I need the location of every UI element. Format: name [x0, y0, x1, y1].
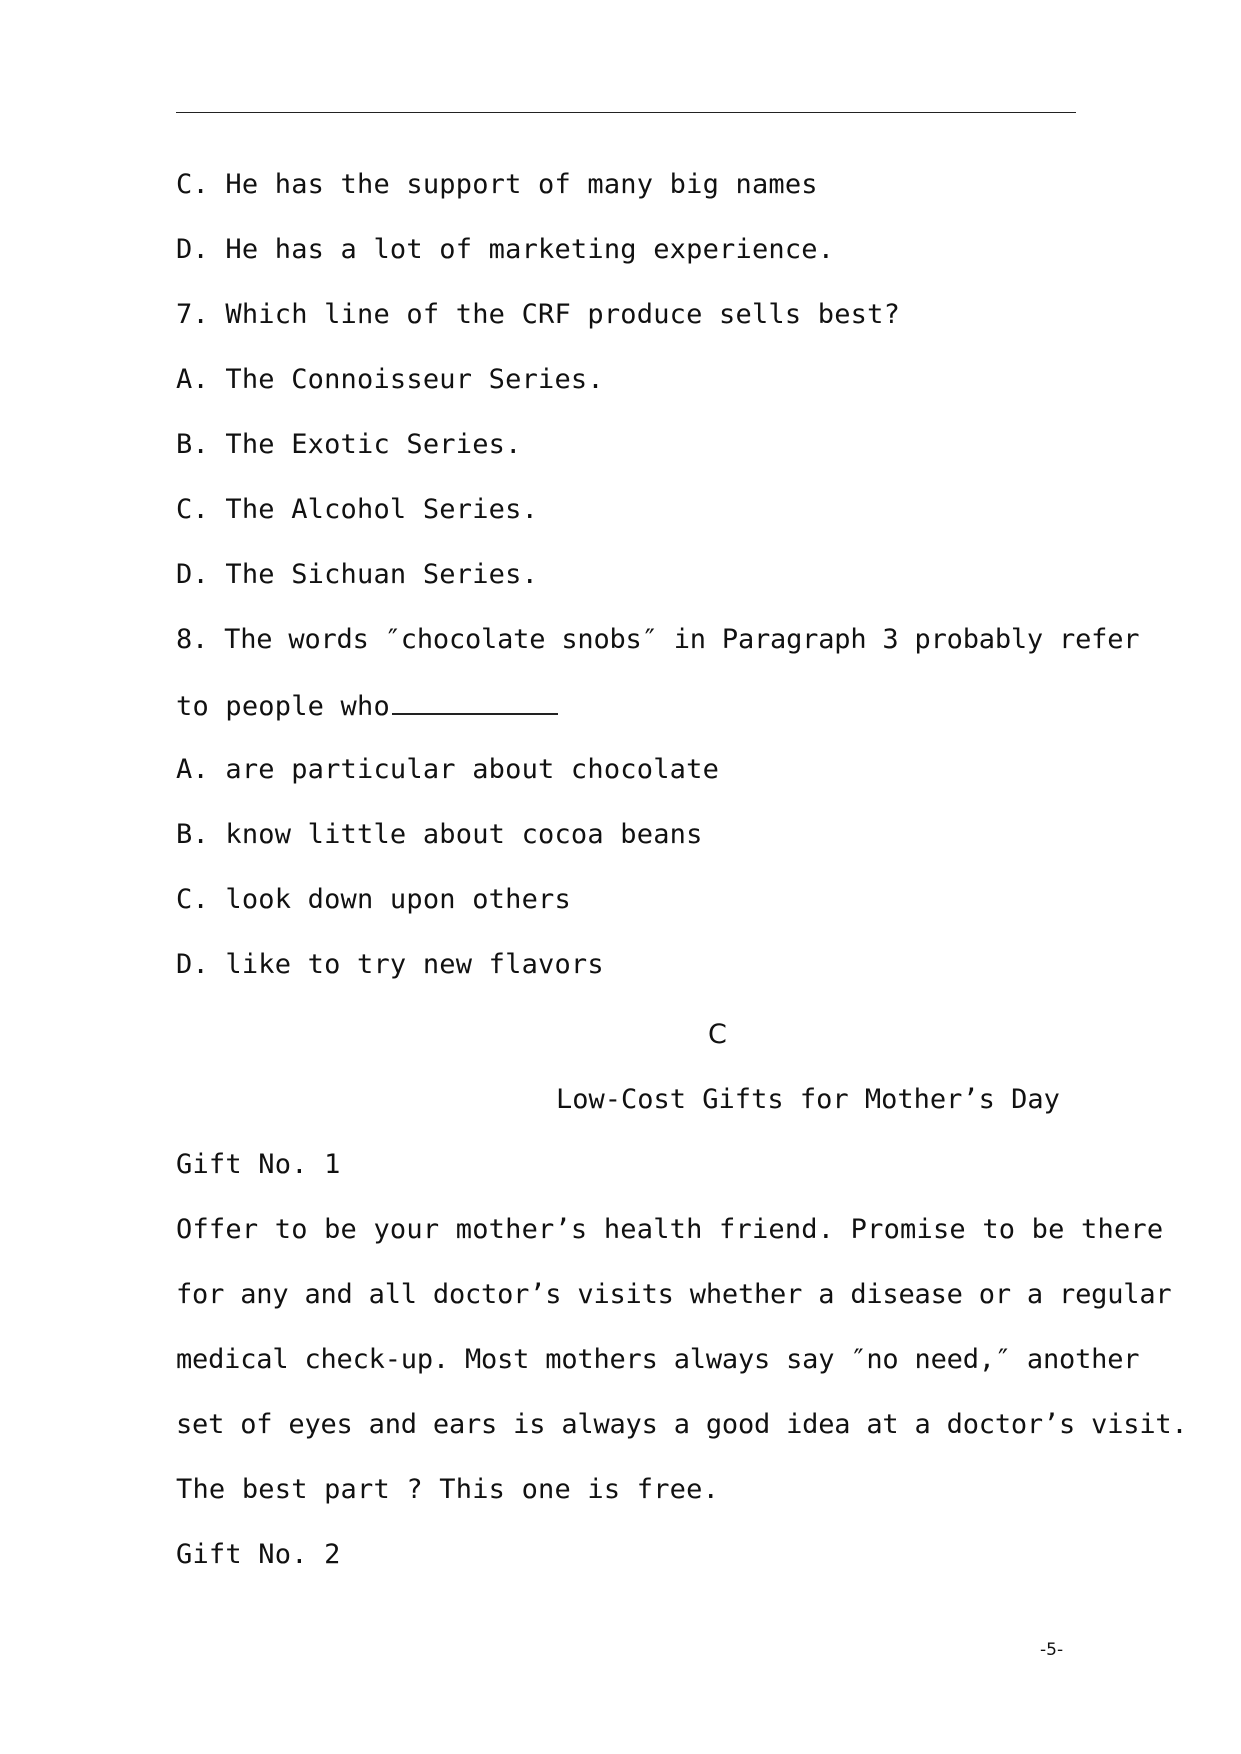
q6-option-d: D. He has a lot of marketing experience.	[176, 234, 835, 265]
q8-option-d: D. like to try new flavors	[176, 949, 604, 980]
gift1-paragraph-line: for any and all doctor’s visits whether a disease or a regular	[176, 1279, 1172, 1310]
gift1-paragraph-line: set of eyes and ears is always a good idea at a doctor’s visit.	[176, 1409, 1188, 1440]
page-number: -5-	[1040, 1640, 1064, 1660]
q8-option-a: A. are particular about chocolate	[176, 754, 720, 785]
q6-option-c: C. He has the support of many big names	[176, 169, 818, 200]
section-title: Low-Cost Gifts for Mother’s Day	[556, 1084, 1060, 1115]
gift1-paragraph-line: medical check-up. Most mothers always say ″no need,″ another	[176, 1344, 1140, 1375]
q8-stem-text: to people who	[176, 691, 390, 722]
gift1-heading: Gift No. 1	[176, 1149, 341, 1180]
gift1-paragraph-line: The best part ? This one is free.	[176, 1474, 720, 1505]
q7-option-c: C. The Alcohol Series.	[176, 494, 539, 525]
q8-option-c: C. look down upon others	[176, 884, 571, 915]
q7-option-b: B. The Exotic Series.	[176, 429, 522, 460]
q8-stem-line2	[176, 687, 558, 725]
q8-stem-line1: 8. The words ″chocolate snobs″ in Paragraph 3 probably refer	[176, 624, 1140, 655]
answer-blank	[392, 687, 558, 715]
gift2-heading: Gift No. 2	[176, 1539, 341, 1570]
header-rule	[176, 112, 1076, 113]
q7-stem: 7. Which line of the CRF produce sells best?	[176, 299, 901, 330]
section-letter: C	[708, 1019, 727, 1050]
q7-option-a: A. The Connoisseur Series.	[176, 364, 604, 395]
q7-option-d: D. The Sichuan Series.	[176, 559, 539, 590]
gift1-paragraph-line: Offer to be your mother’s health friend. Promise to be there	[176, 1214, 1164, 1245]
q8-option-b: B. know little about cocoa beans	[176, 819, 703, 850]
